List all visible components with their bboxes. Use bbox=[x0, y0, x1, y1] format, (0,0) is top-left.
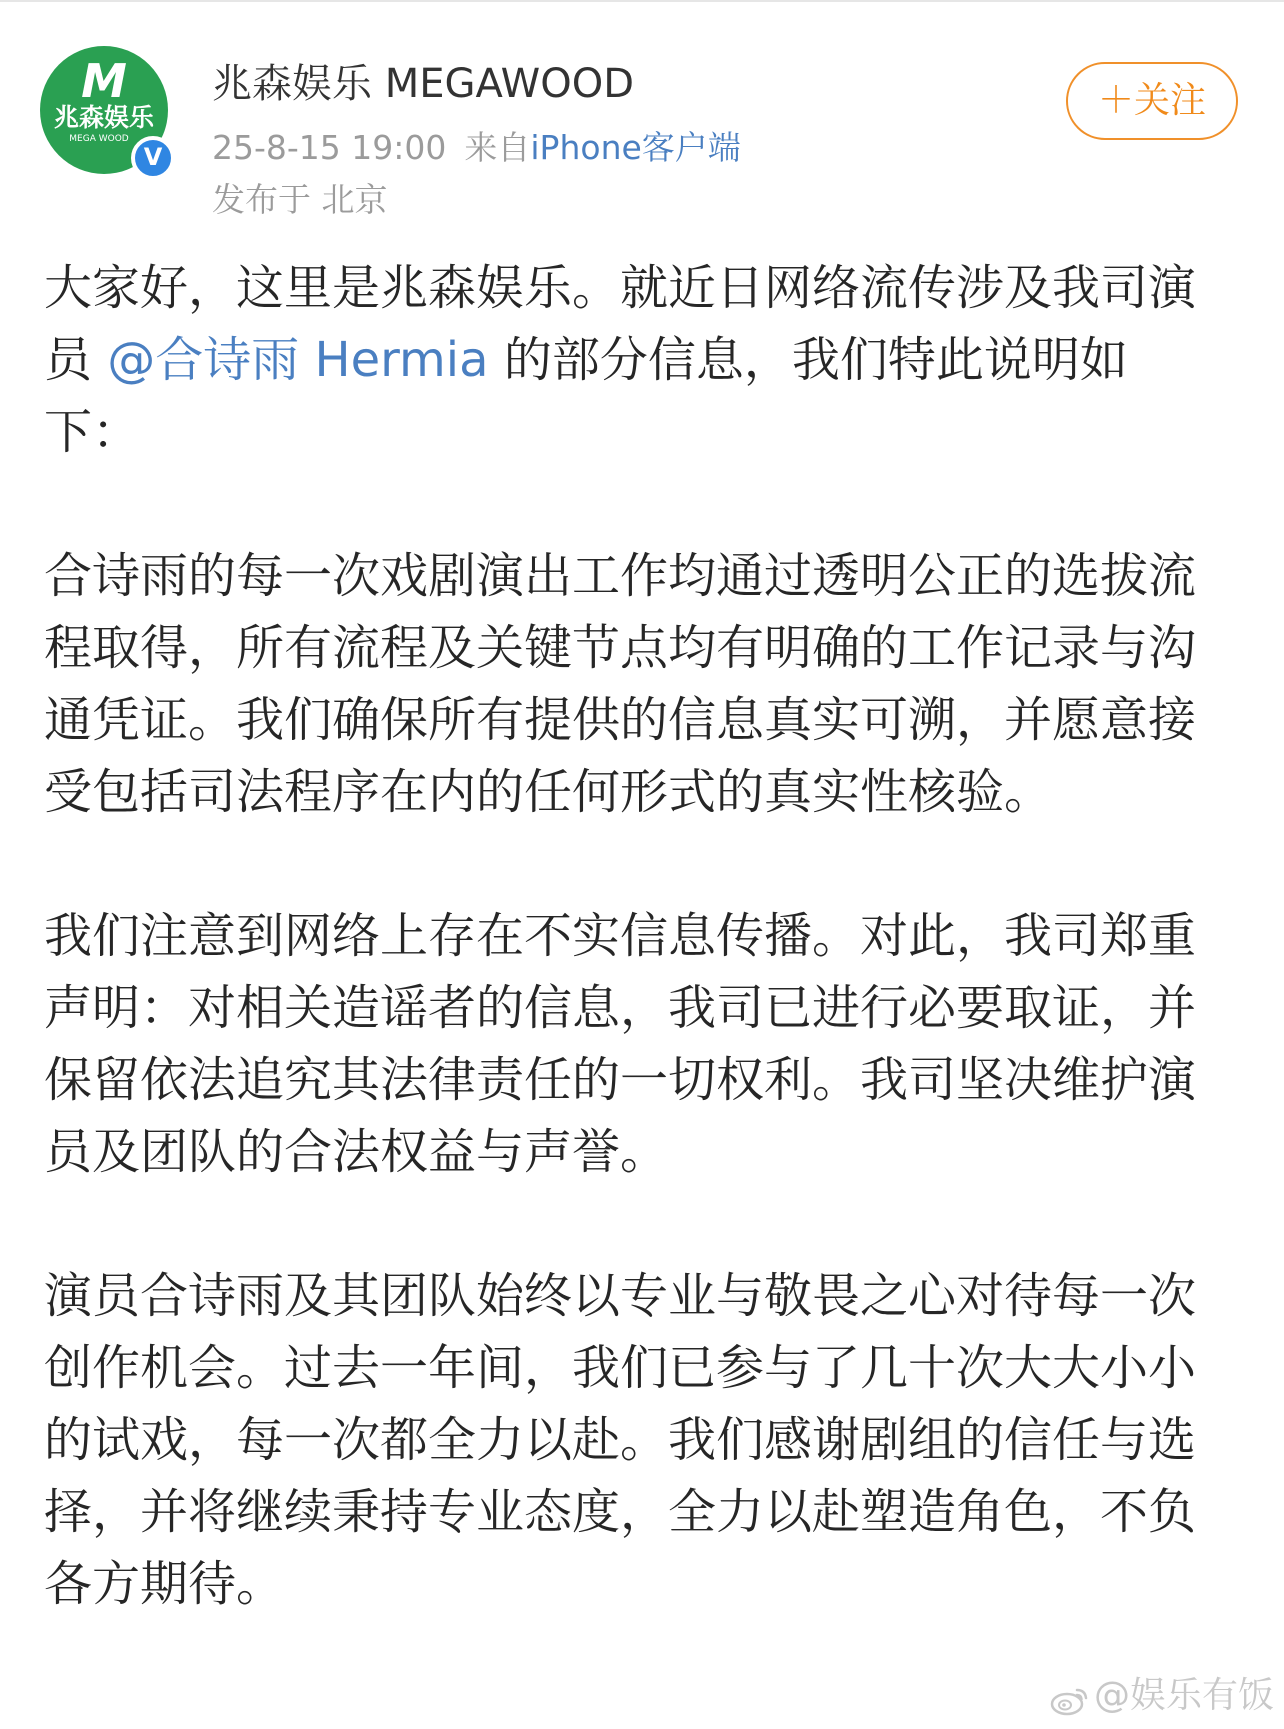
account-name[interactable]: 兆森娱乐 MEGAWOOD bbox=[212, 61, 634, 107]
client-link[interactable]: iPhone客户端 bbox=[530, 128, 741, 167]
watermark bbox=[1050, 1672, 1274, 1720]
avatar-logo-letter: M bbox=[81, 54, 127, 108]
paragraph-intro bbox=[44, 252, 1214, 468]
intro-text-b: 的部分信息，我们特此说明如下： bbox=[44, 332, 1128, 460]
source-label: 来自 bbox=[464, 128, 531, 167]
mention-link[interactable]: @合诗雨 Hermia bbox=[107, 332, 489, 388]
intro-text-a: 大家好，这里是兆森娱乐。就近日网络流传涉及我司演员 bbox=[44, 260, 1197, 388]
paragraph-selection: 合诗雨的每一次戏剧演出工作均通过透明公正的选拔流程取得，所有流程及关键节点均有明确的工作记录与沟通凭证。我们确保所有提供的信息真实可溯，并愿意接受包括司法程序在内的任何形式的真实性核验。 bbox=[44, 548, 1197, 820]
weibo-logo-icon bbox=[1050, 1681, 1090, 1713]
post-body bbox=[44, 252, 1214, 1620]
paragraph-statement: 我们注意到网络上存在不实信息传播。对此，我司郑重声明：对相关造谣者的信息，我司已进行必要取证，并保留依法追究其法律责任的一切权利。我司坚决维护演员及团队的合法权益与声誉。 bbox=[44, 908, 1197, 1180]
avatar-logo-cn: 兆森娱乐 bbox=[53, 103, 154, 132]
paragraph-gratitude: 演员合诗雨及其团队始终以专业与敬畏之心对待每一次创作机会。过去一年间，我们已参与了几十次大大小小的试戏，每一次都全力以赴。我们感谢剧组的信任与选择，并将继续秉持专业态度，全力以赴塑造角色，不负各方期待。 bbox=[44, 1268, 1197, 1612]
watermark-text: @娱乐有饭 bbox=[1093, 1675, 1274, 1716]
post-meta bbox=[212, 126, 741, 170]
follow-button[interactable]: ＋关注 bbox=[1066, 62, 1238, 140]
post-date: 25-8-15 19:00 bbox=[212, 128, 447, 167]
post-header bbox=[0, 0, 1284, 230]
avatar-logo-en: MEGA WOOD bbox=[69, 134, 129, 144]
verified-v-icon: V bbox=[131, 136, 175, 180]
post-location: 发布于 北京 bbox=[212, 180, 388, 219]
